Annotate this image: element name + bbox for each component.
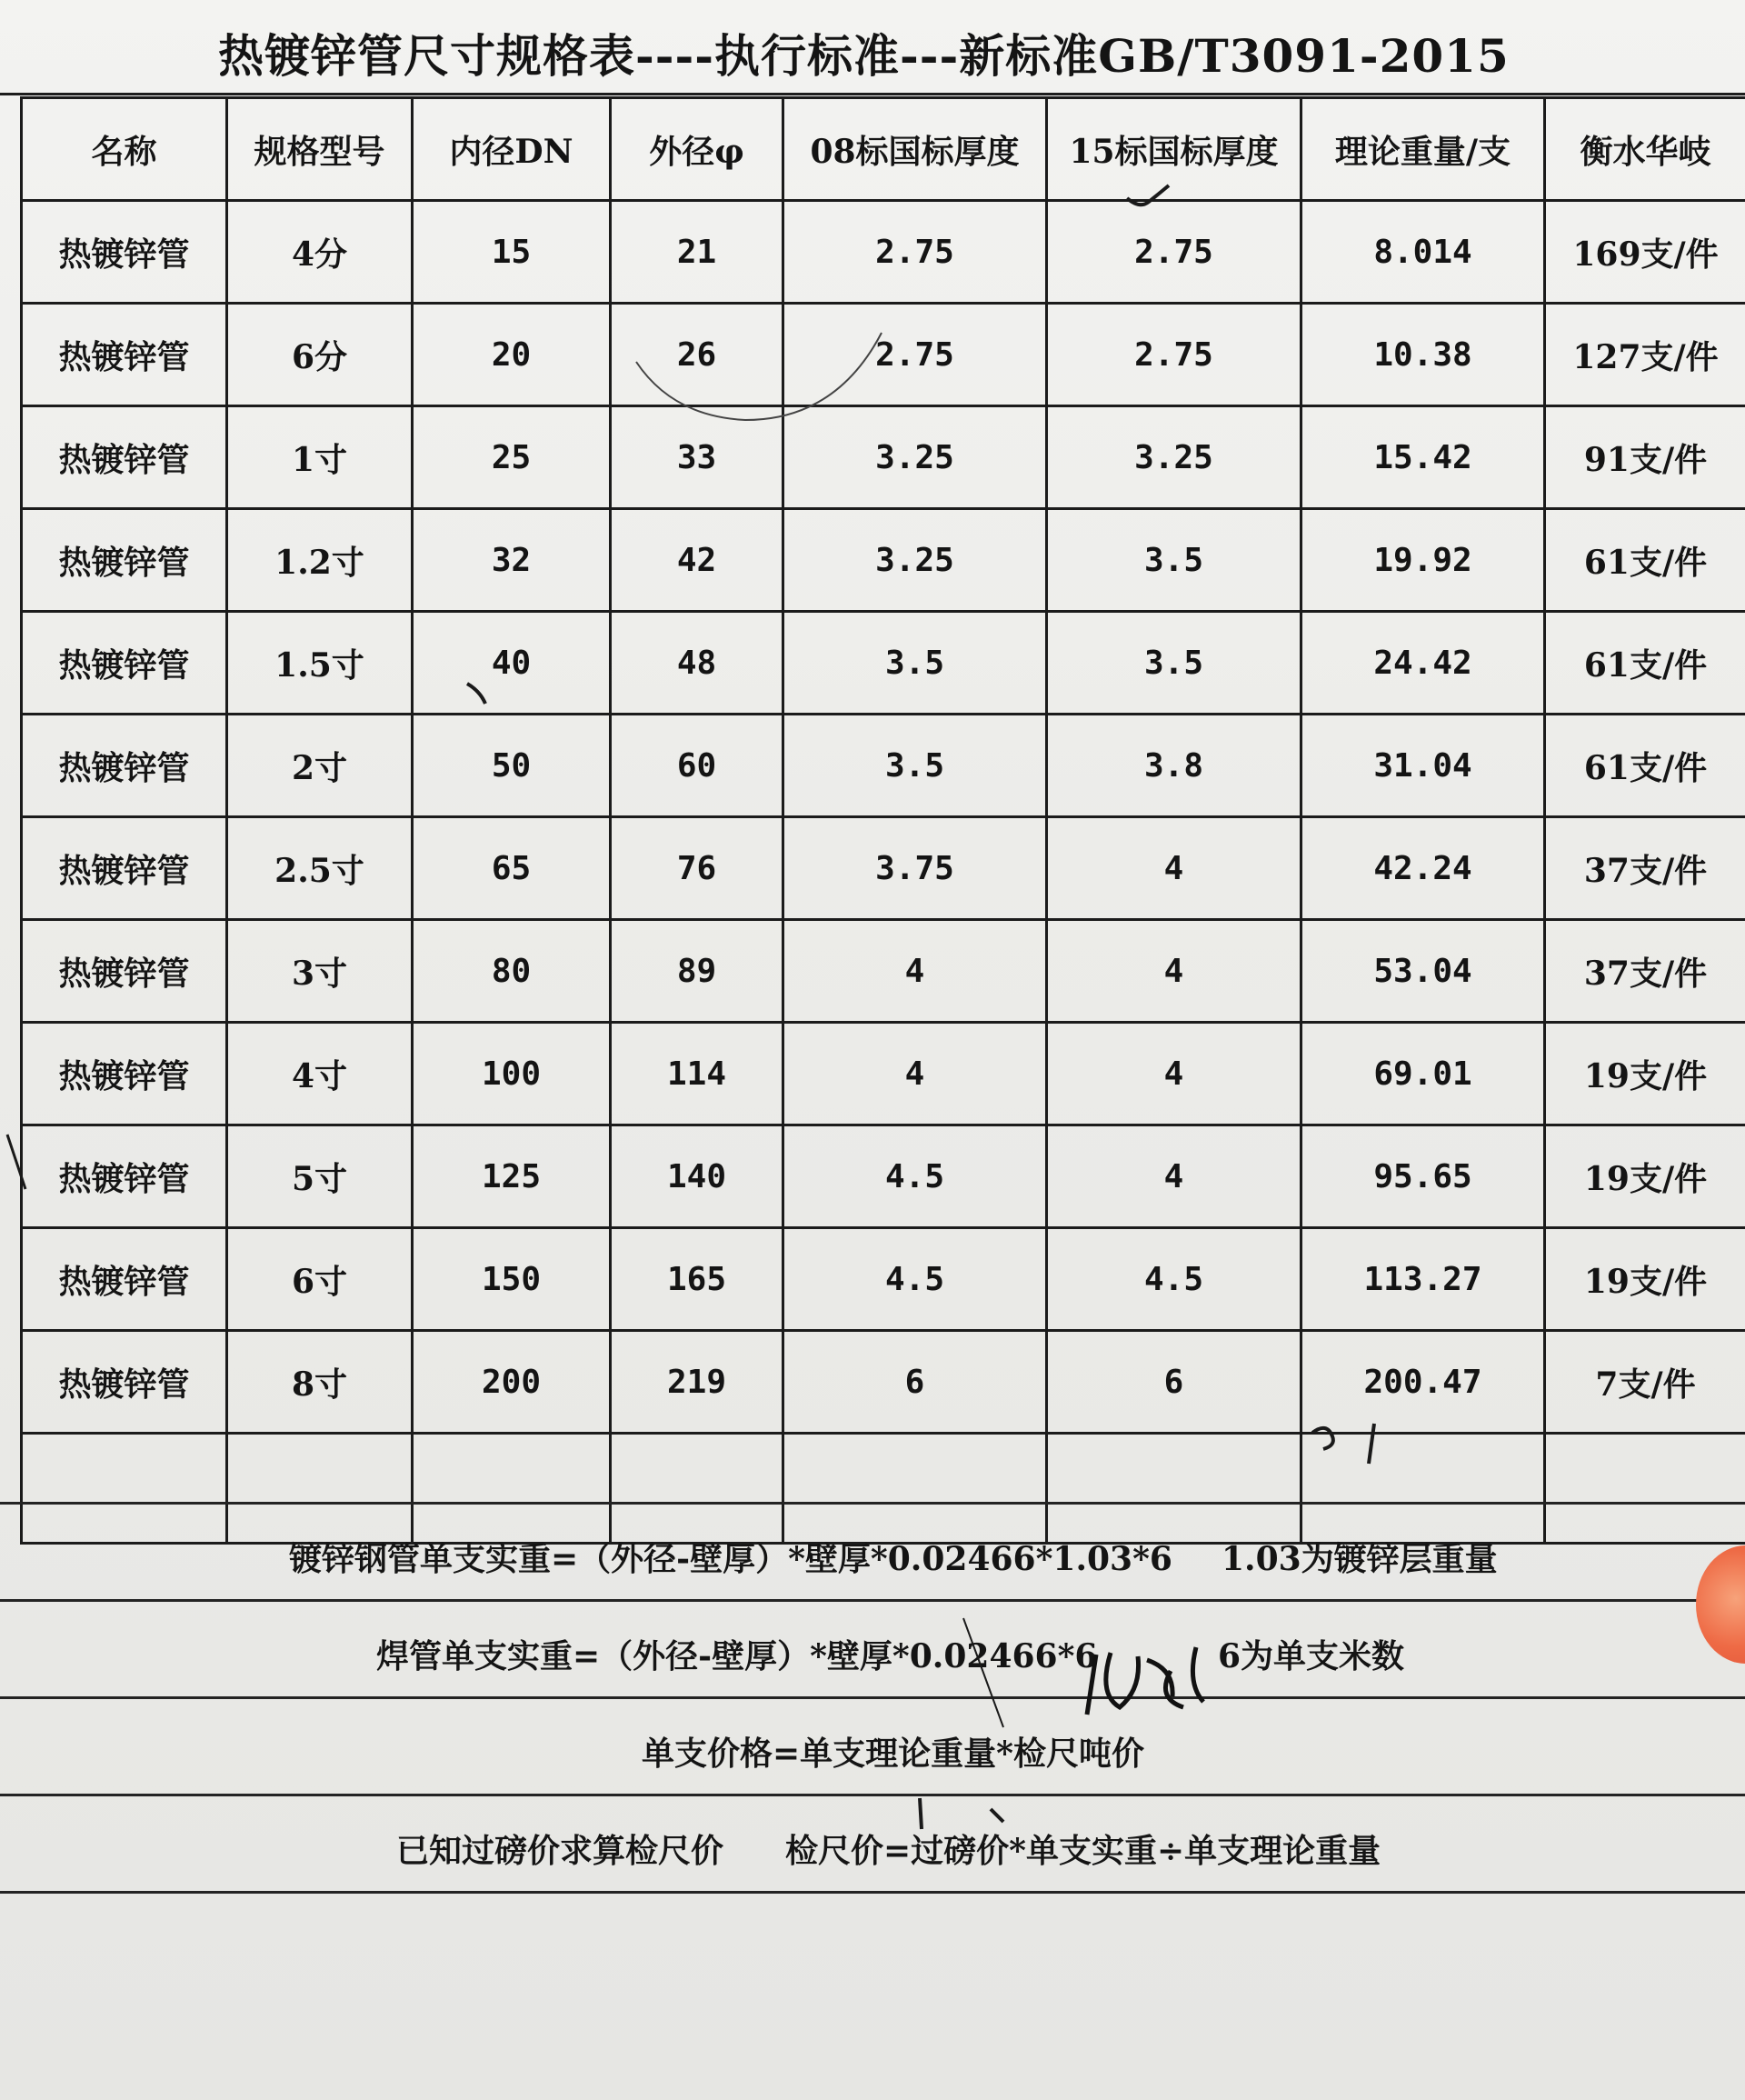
cell-theory-weight: 69.01: [1301, 1023, 1545, 1125]
cell-name: 热镀锌管: [22, 201, 227, 304]
cell-spec: 3寸: [227, 920, 413, 1023]
welded-weight-formula: 焊管单支实重=（外径-壁厚）*壁厚*0.02466*6: [376, 1637, 1098, 1675]
cell-name: 热镀锌管: [22, 509, 227, 612]
cell-thickness-15: 3.5: [1047, 612, 1301, 715]
title-underline: [0, 93, 1745, 95]
table-row: [22, 201, 1745, 304]
cell-pack-count: 19支/件: [1545, 1228, 1745, 1331]
cell-pack-count: 7支/件: [1545, 1331, 1745, 1434]
table-row: [22, 304, 1745, 406]
cell-inner-diameter: 20: [413, 304, 611, 406]
cell-outer-diameter: 219: [611, 1331, 783, 1434]
cell-name: 热镀锌管: [22, 1125, 227, 1228]
table-row: [22, 1125, 1745, 1228]
cell-theory-weight: 95.65: [1301, 1125, 1545, 1228]
cell-outer-diameter: 42: [611, 509, 783, 612]
cell-spec: 1.2寸: [227, 509, 413, 612]
cell-name: 热镀锌管: [22, 1331, 227, 1434]
cell-outer-diameter: 114: [611, 1023, 783, 1125]
galvanized-layer-note: 1.03为镀锌层重量: [1222, 1540, 1498, 1578]
cell-thickness-08: 3.25: [783, 406, 1047, 509]
cell-name: 热镀锌管: [22, 1228, 227, 1331]
formula-row-unit-price: [0, 1699, 1745, 1796]
header-outer-diameter: 外径φ: [611, 98, 783, 201]
cell-pack-count: 37支/件: [1545, 920, 1745, 1023]
cell-pack-count: 61支/件: [1545, 509, 1745, 612]
cell-pack-count: 91支/件: [1545, 406, 1745, 509]
cell-inner-diameter: 32: [413, 509, 611, 612]
table-header-row: [22, 98, 1745, 201]
cell-thickness-08: 6: [783, 1331, 1047, 1434]
cell-thickness-15: 4: [1047, 920, 1301, 1023]
cell-inner-diameter: 150: [413, 1228, 611, 1331]
cell-thickness-08: 3.5: [783, 715, 1047, 817]
cell-pack-count: 169支/件: [1545, 201, 1745, 304]
header-brand: 衡水华岐: [1545, 98, 1745, 201]
cell-spec: 4寸: [227, 1023, 413, 1125]
table-row: [22, 1228, 1745, 1331]
cell-thickness-08: 3.75: [783, 817, 1047, 920]
pipe-spec-table: [20, 96, 1745, 1545]
cell-thickness-15: 4: [1047, 1125, 1301, 1228]
cell-outer-diameter: 165: [611, 1228, 783, 1331]
cell-thickness-15: 3.5: [1047, 509, 1301, 612]
cell-outer-diameter: 33: [611, 406, 783, 509]
table-row: [22, 715, 1745, 817]
cell-pack-count: 19支/件: [1545, 1023, 1745, 1125]
table-row: [22, 509, 1745, 612]
cell-inner-diameter: 80: [413, 920, 611, 1023]
table-row: [22, 612, 1745, 715]
header-spec: 规格型号: [227, 98, 413, 201]
cell-pack-count: 61支/件: [1545, 715, 1745, 817]
cell-theory-weight: 42.24: [1301, 817, 1545, 920]
cell-outer-diameter: 140: [611, 1125, 783, 1228]
cell-theory-weight: 31.04: [1301, 715, 1545, 817]
header-theory-weight: 理论重量/支: [1301, 98, 1545, 201]
galvanized-weight-formula: 镀锌钢管单支实重=（外径-壁厚）*壁厚*0.02466*1.03*6: [289, 1540, 1172, 1578]
cell-inner-diameter: 40: [413, 612, 611, 715]
table-row: [22, 817, 1745, 920]
formula-row-welded: [0, 1602, 1745, 1699]
cell-outer-diameter: 21: [611, 201, 783, 304]
header-name: 名称: [22, 98, 227, 201]
cell-outer-diameter: 89: [611, 920, 783, 1023]
cell-pack-count: 127支/件: [1545, 304, 1745, 406]
cell-spec: 2.5寸: [227, 817, 413, 920]
cell-pack-count: 37支/件: [1545, 817, 1745, 920]
cell-inner-diameter: 100: [413, 1023, 611, 1125]
cell-thickness-15: 2.75: [1047, 304, 1301, 406]
cell-thickness-15: 3.25: [1047, 406, 1301, 509]
cell-spec: 8寸: [227, 1331, 413, 1434]
cell-name: 热镀锌管: [22, 920, 227, 1023]
cell-thickness-08: 3.25: [783, 509, 1047, 612]
cell-spec: 2寸: [227, 715, 413, 817]
cell-outer-diameter: 26: [611, 304, 783, 406]
formula-row-galvanized: [0, 1502, 1745, 1602]
table-row: [22, 920, 1745, 1023]
cell-name: 热镀锌管: [22, 304, 227, 406]
cell-thickness-15: 6: [1047, 1331, 1301, 1434]
inspection-price-formula: 检尺价=过磅价*单支实重÷单支理论重量: [785, 1832, 1381, 1870]
known-price-label: 已知过磅价求算检尺价: [396, 1832, 724, 1870]
formula-row-inspection-price: [0, 1796, 1745, 1894]
table-row: [22, 1023, 1745, 1125]
cell-spec: 1寸: [227, 406, 413, 509]
cell-thickness-08: 4: [783, 920, 1047, 1023]
cell-spec: 4分: [227, 201, 413, 304]
cell-spec: 1.5寸: [227, 612, 413, 715]
header-inner-diameter: 内径DN: [413, 98, 611, 201]
cell-pack-count: 61支/件: [1545, 612, 1745, 715]
cell-thickness-08: 2.75: [783, 201, 1047, 304]
cell-outer-diameter: 76: [611, 817, 783, 920]
cell-pack-count: 19支/件: [1545, 1125, 1745, 1228]
cell-inner-diameter: 50: [413, 715, 611, 817]
cell-thickness-08: 4.5: [783, 1125, 1047, 1228]
header-thickness-15: 15标国标厚度: [1047, 98, 1301, 201]
cell-theory-weight: 10.38: [1301, 304, 1545, 406]
cell-thickness-15: 4.5: [1047, 1228, 1301, 1331]
cell-thickness-15: 2.75: [1047, 201, 1301, 304]
cell-name: 热镀锌管: [22, 817, 227, 920]
cell-outer-diameter: 48: [611, 612, 783, 715]
cell-name: 热镀锌管: [22, 1023, 227, 1125]
cell-inner-diameter: 200: [413, 1331, 611, 1434]
header-thickness-08: 08标国标厚度: [783, 98, 1047, 201]
cell-inner-diameter: 65: [413, 817, 611, 920]
table-body: [22, 201, 1745, 1544]
cell-name: 热镀锌管: [22, 715, 227, 817]
table-row: [22, 406, 1745, 509]
cell-inner-diameter: 25: [413, 406, 611, 509]
cell-thickness-15: 3.8: [1047, 715, 1301, 817]
cell-spec: 5寸: [227, 1125, 413, 1228]
cell-spec: 6寸: [227, 1228, 413, 1331]
cell-inner-diameter: 15: [413, 201, 611, 304]
cell-theory-weight: 19.92: [1301, 509, 1545, 612]
cell-thickness-08: 3.5: [783, 612, 1047, 715]
cell-theory-weight: 200.47: [1301, 1331, 1545, 1434]
cell-thickness-15: 4: [1047, 1023, 1301, 1125]
cell-thickness-15: 4: [1047, 817, 1301, 920]
cell-theory-weight: 24.42: [1301, 612, 1545, 715]
cell-theory-weight: 8.014: [1301, 201, 1545, 304]
unit-price-formula: 单支价格=单支理论重量*检尺吨价: [642, 1735, 1144, 1773]
cell-thickness-08: 2.75: [783, 304, 1047, 406]
meters-per-pipe-note: 6为单支米数: [1218, 1637, 1405, 1675]
formula-section: [0, 1502, 1745, 1894]
cell-thickness-08: 4: [783, 1023, 1047, 1125]
cell-theory-weight: 15.42: [1301, 406, 1545, 509]
cell-outer-diameter: 60: [611, 715, 783, 817]
cell-name: 热镀锌管: [22, 612, 227, 715]
cell-theory-weight: 113.27: [1301, 1228, 1545, 1331]
table-row: [22, 1331, 1745, 1434]
page-title: 热镀锌管尺寸规格表----执行标准---新标准GB/T3091-2015: [218, 29, 1510, 83]
cell-spec: 6分: [227, 304, 413, 406]
cell-inner-diameter: 125: [413, 1125, 611, 1228]
cell-theory-weight: 53.04: [1301, 920, 1545, 1023]
cell-thickness-08: 4.5: [783, 1228, 1047, 1331]
cell-name: 热镀锌管: [22, 406, 227, 509]
